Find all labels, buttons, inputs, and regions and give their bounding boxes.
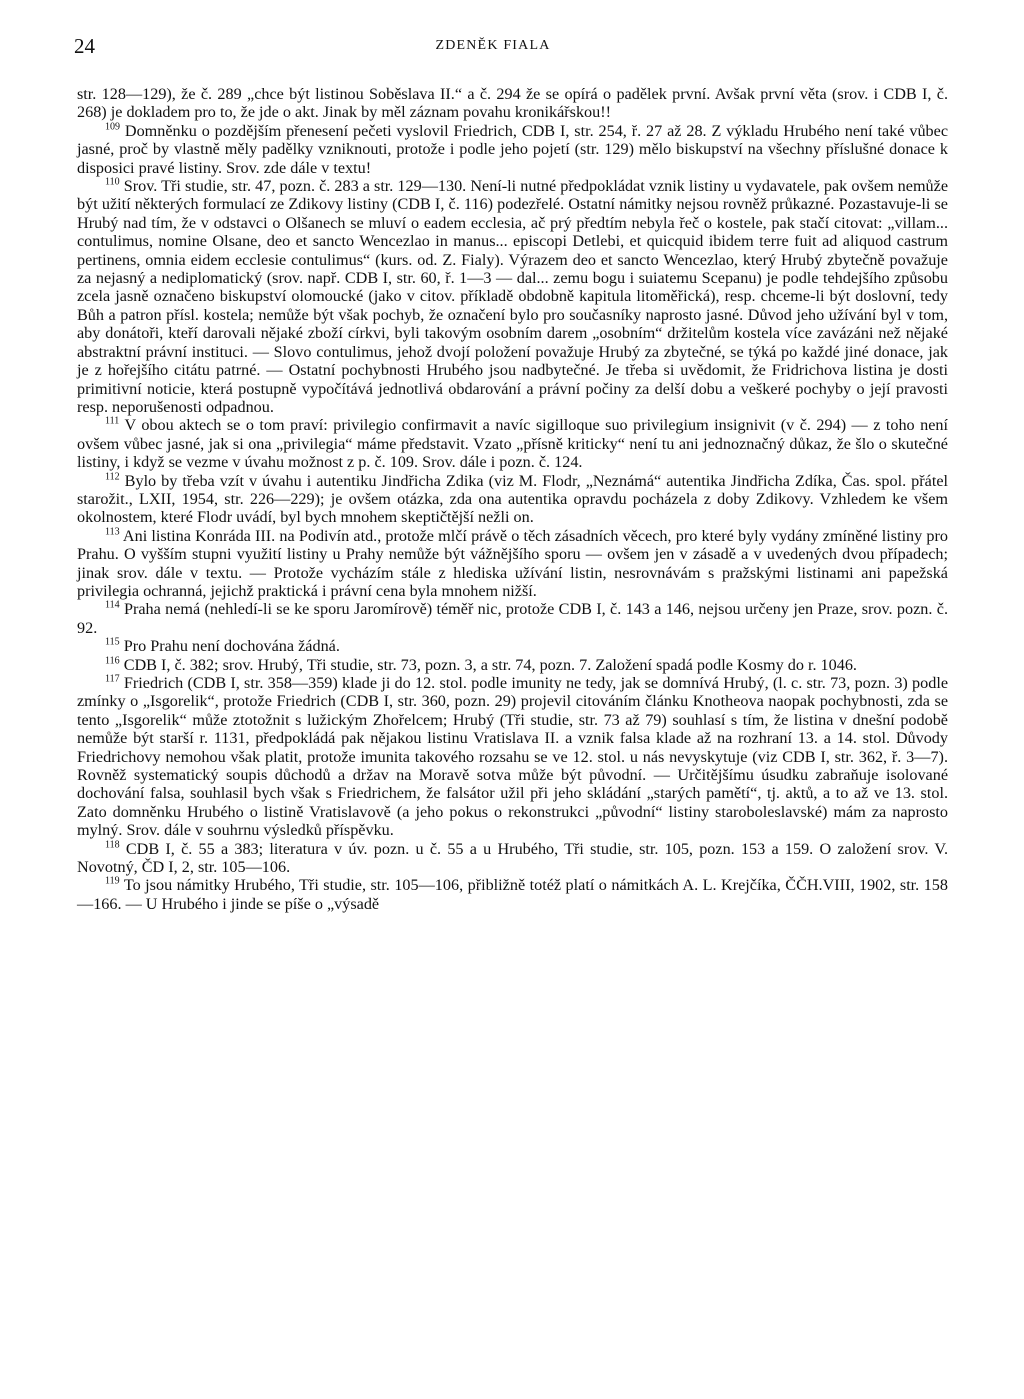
footnote-116 — [77, 656, 948, 674]
footnote-continuation — [77, 85, 948, 122]
footnote-117 — [77, 674, 948, 840]
footnotes-block — [77, 85, 948, 913]
footnote-text: str. 128—129), že č. 289 „chce být listinou Soběslava II.“ a č. 294 že se opírá o padělek první. Avšak první věta (srov. i CDB I, č. 268) je dokladem pro to, že jde o akt. Jinak by měl záznam povahu kronikářskou!! — [77, 85, 948, 122]
footnote-number: 109 — [105, 121, 120, 133]
running-head: ZDENĚK FIALA — [435, 38, 551, 53]
footnote-109 — [77, 122, 948, 177]
footnote-number: 118 — [105, 839, 120, 851]
footnote-number: 110 — [105, 176, 120, 188]
footnote-text: Friedrich (CDB I, str. 358—359) klade ji do 12. stol. podle imunity ne tedy, jak se domnívá Hrubý, (l. c. str. 73, pozn. 3) podle zmínky o „Isgorelik“, protože Friedrich (CDB I, str. 360, pozn. 29) projevil citováním článku Knotheova naopak pochybnosti, zda se tento „Isgorelik“ může ztotožnit s lužickým Zhořelcem; Hrubý (Tři studie, str. 73 až 79) souhlasí s tím, že listina v dnešní podobě nemůže být starší r. 1131, předpokládá pak nějakou listinu Vratislava II. a vznik falsa klade až na rozhraní 13. a 14. stol. Důvody Friedrichovy nemohou však platit, protože imunita takového rozsahu se ve 12. stol. u nás nevyskytuje (viz CDB I, str. 362, ř. 3—7). Rovněž systematický soupis důchodů a držav na Moravě sotva může být původní. — Určitějšímu úsudku zabraňuje isolované dochování falsa, souhlasil bych však s Friedrichem, že falsátor užil při jeho skládání „starých pamětí“, tj. aktů, a to až ve 13. stol. Zato domněnku Hrubého o listině Vratislavově (a jeho pokus o rekonstrukci „původní“ listiny staroboleslavské) mám za naprosto mylný. Srov. dále v souhrnu výsledků příspěvku. — [77, 674, 949, 840]
footnote-text: Praha nemá (nehledí-li se ke sporu Jaromírově) téměř nic, protože CDB I, č. 143 a 146, nejsou určeny jen Praze, srov. pozn. č. 92. — [77, 600, 948, 637]
footnote-113 — [77, 527, 948, 601]
footnote-number: 111 — [105, 415, 120, 427]
footnote-114 — [77, 600, 948, 637]
footnote-111 — [77, 416, 948, 471]
footnote-118 — [77, 840, 948, 877]
page-header — [74, 34, 912, 60]
footnote-number: 112 — [105, 471, 120, 483]
footnote-text: Pro Prahu není dochována žádná. — [123, 637, 340, 656]
footnote-number: 113 — [105, 526, 120, 538]
footnote-text: Bylo by třeba vzít v úvahu i autentiku Jindřicha Zdika (viz M. Flodr, „Neznámá“ autentika Jindřicha Zdíka, Čas. spol. přátel starožit., LXII, 1954, str. 226—229); je ovšem otázka, zda ona autentika opravdu pocházela z doby Zdikovy. Vzhledem ke všem okolnostem, které Flodr uvádí, byl bych mnohem skeptičtější nežli on. — [77, 471, 949, 527]
footnote-112 — [77, 472, 948, 527]
footnote-text: CDB I, č. 382; srov. Hrubý, Tři studie, str. 73, pozn. 3, a str. 74, pozn. 7. Založení spadá podle Kosmy do r. 1046. — [123, 655, 857, 674]
footnote-text: CDB I, č. 55 a 383; literatura v úv. pozn. u č. 55 a u Hrubého, Tři studie, str. 105, pozn. 153 a 159. O založení srov. V. Novotný, ČD I, 2, str. 105—106. — [77, 839, 948, 877]
footnote-text: Srov. Tři studie, str. 47, pozn. č. 283 a str. 129—130. Není-li nutné předpokládat vznik listiny u vydavatele, pak ovšem nemůže být užití některých formulací ze Zdikovy listiny (CDB I, č. 116) podezřelé. Ostatní námitky nejsou rovněž průkazné. Pozastavuje-li se Hrubý nad tím, že v odstavci o Olšanech se mluví o eadem ecclesia, ač prý předtím nebyla řeč o kostele, pak stačí citovat: „villam... contulimus, nomine Olsane, deo et sancto Wencezlao in manus... episcopi Detlebi, et quicquid ibidem terre fuit ad aliquod castrum pertinens, omnia eidem ecclesie contulimus“ (kurs. od. Z. Fialy). Výrazem deo et sancto Wencezlao, který Hrubý zbytečně považuje za nejasný a nediplomatický (srov. např. CDB I, str. 60, ř. 1—3 — dal... zemu bogu i suiatemu Scepanu) je podle tehdejšího způsobu zcela jasně označeno biskupství olomoucké (jako v citov. příkladě obdobně kapitula litoměřická), resp. chceme-li být doslovní, tedy Bůh a patron přísl. kostela; nemůže být však pochyb, že označení bylo pro současníky naprosto jasné. Důvod jeho užívání byl v tom, aby donátoři, kteří darovali nějaké zboží církvi, byli takovým osobním darem „osobním“ držitelům kostela více zavázáni než nějaké abstraktní právní instituci. — Slovo contulimus, jehož dvojí položení považuje Hrubý za zbytečné, se týká po každé jiné donace, jak je z hořejšího citátu patrné. — Ostatní pochybnosti Hrubého jsou nadbytečné. Je třeba si uvědomit, že Fridrichova listina je dosti primitivní noticie, která postupně vypočítává jednotlivá obdarování a právní počiny za delší dobu a veškeré pochyby o její pravosti resp. neporušenosti odpadnou. — [77, 177, 949, 416]
page-number: 24 — [74, 34, 95, 58]
footnote-text: To jsou námitky Hrubého, Tři studie, str. 105—106, přibližně totéž platí o námitkách A. L. Krejčíka, ČČH.VIII, 1902, str. 158—166. — U Hrubého i jinde se píše o „výsadě — [77, 876, 948, 913]
footnote-119 — [77, 876, 948, 913]
footnote-115 — [77, 637, 948, 655]
footnote-number: 117 — [105, 673, 120, 685]
footnote-text: Domněnku o pozdějším přenesení pečeti vyslovil Friedrich, CDB I, str. 254, ř. 27 až 28. Z výkladu Hrubého není také vůbec jasné, proč by vlastně měly padělky vzniknouti, protože i podle jeho pojetí (str. 129) mělo biskupství na všechny příslušné donace k disposici pravé listiny. Srov. zde dále v textu! — [77, 121, 949, 177]
footnote-number: 116 — [105, 655, 120, 667]
footnote-number: 114 — [105, 599, 120, 611]
footnote-110 — [77, 177, 948, 416]
footnote-text: Ani listina Konráda III. na Podivín atd., protože mlčí právě o těch zásadních věcech, pro které byly vydány zmíněné listiny pro Prahu. O vyšším stupni využití listiny u Prahy nemůže být vážnějšího sporu — ovšem jen v zásadě a v uvedených dvou případech; jinak srov. dále v textu. — Protože vycházím stále z hlediska užívání listin, nesrovnávám s pražskými listinami ani papežská privilegia ochranná, jejichž praktická i právní cena byla mnohem nižší. — [77, 526, 948, 600]
footnote-text: V obou aktech se o tom praví: privilegio confirmavit a navíc sigilloque suo privilegium insignivit (v č. 294) — z toho není ovšem vůbec jasné, jak si ona „privilegia“ máme představit. Vzato „přísně kriticky“ není tu ani jednoznačný důkaz, že šlo o skutečné listiny, i když se vezme v úvahu možnost z p. č. 109. Srov. dále i pozn. č. 124. — [77, 416, 948, 472]
footnote-number: 119 — [105, 876, 120, 888]
footnote-number: 115 — [105, 636, 120, 648]
